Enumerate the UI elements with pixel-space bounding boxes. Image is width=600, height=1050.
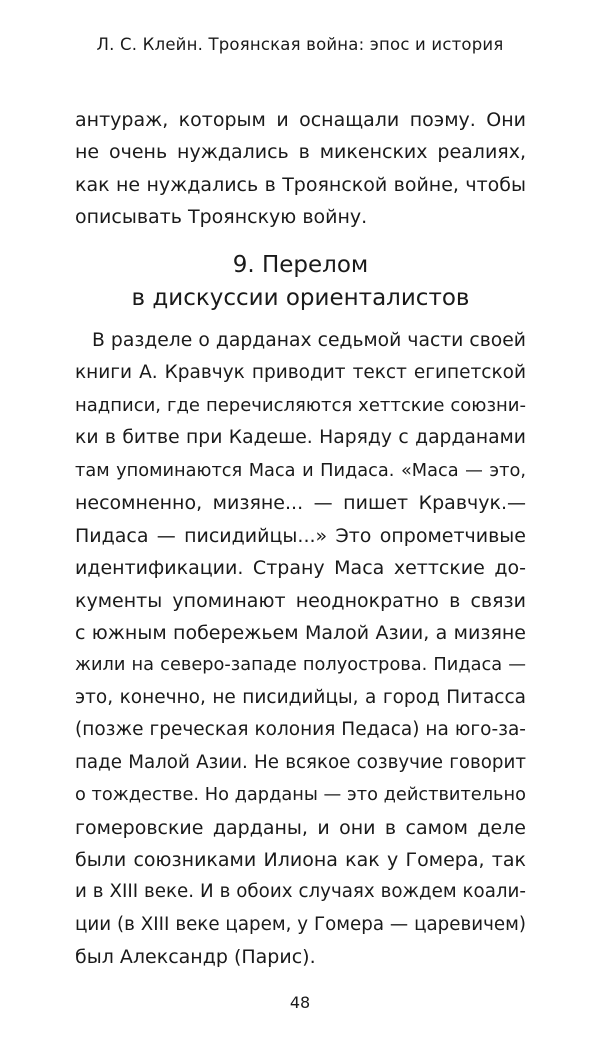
text-line: это, конечно, не писидийцы, а город Питасса (75, 686, 526, 708)
page-number: 48 (289, 993, 311, 1012)
section-heading (75, 249, 526, 315)
text-line: был Александр (Парис). (75, 946, 316, 969)
text-line: книги А. Кравчук приводит текст египетской (75, 362, 526, 384)
paragraph-body (75, 325, 526, 974)
paragraph-continuation (75, 104, 526, 234)
text-line: описывать Троянскую войну. (75, 206, 368, 229)
text-line: идентификации. Страну Маса хеттские до- (75, 557, 526, 580)
text-line: гомеровские дарданы, и они в самом деле (75, 816, 526, 839)
text-line: о тождестве. Но дарданы — это действительно (75, 785, 526, 806)
text-line: были союзниками Илиона как у Гомера, так (75, 849, 526, 871)
text-line: как не нуждались в Троянской войне, чтобы (75, 173, 526, 196)
text-line: там упоминаются Маса и Пидаса. «Маса — это, (75, 460, 526, 481)
text-line: надписи, где перечисляются хеттские союзни- (75, 394, 526, 416)
text-line: и в XIII веке. И в обоих случаях вождем коали- (75, 881, 526, 903)
text-line: не очень нуждались в микенских реалиях, (75, 141, 526, 164)
text-line: ции (в XIII веке царем, у Гомера — царевичем) (75, 913, 526, 935)
text-line: антураж, которым и оснащали поэму. Они (75, 109, 526, 131)
text-line: кументы упоминают неоднократно в связи (75, 589, 526, 612)
section-heading-line: в дискуссии ориенталистов (131, 285, 470, 311)
text-line: паде Малой Азии. Не всякое созвучие говорит (75, 751, 526, 773)
text-line: несомненно, мизяне... — пишет Кравчук.— (75, 492, 526, 515)
text-line: с южным побережьем Малой Азии, а мизяне (75, 621, 526, 644)
text-line: жили на северо-западе полуострова. Пидаса — (75, 655, 526, 676)
text-line: В разделе о дарданах седьмой части своей (92, 330, 526, 351)
running-header: Л. С. Клейн. Троянская война: эпос и история (96, 35, 504, 54)
section-heading-line: 9. Перелом (232, 252, 369, 278)
text-line: ки в битве при Кадеше. Наряду с дарданами (75, 427, 526, 449)
text-line: Пидаса — писидийцы...» Это опрометчивые (75, 524, 526, 547)
text-line: (позже греческая колония Педаса) на юго-за- (75, 719, 526, 741)
